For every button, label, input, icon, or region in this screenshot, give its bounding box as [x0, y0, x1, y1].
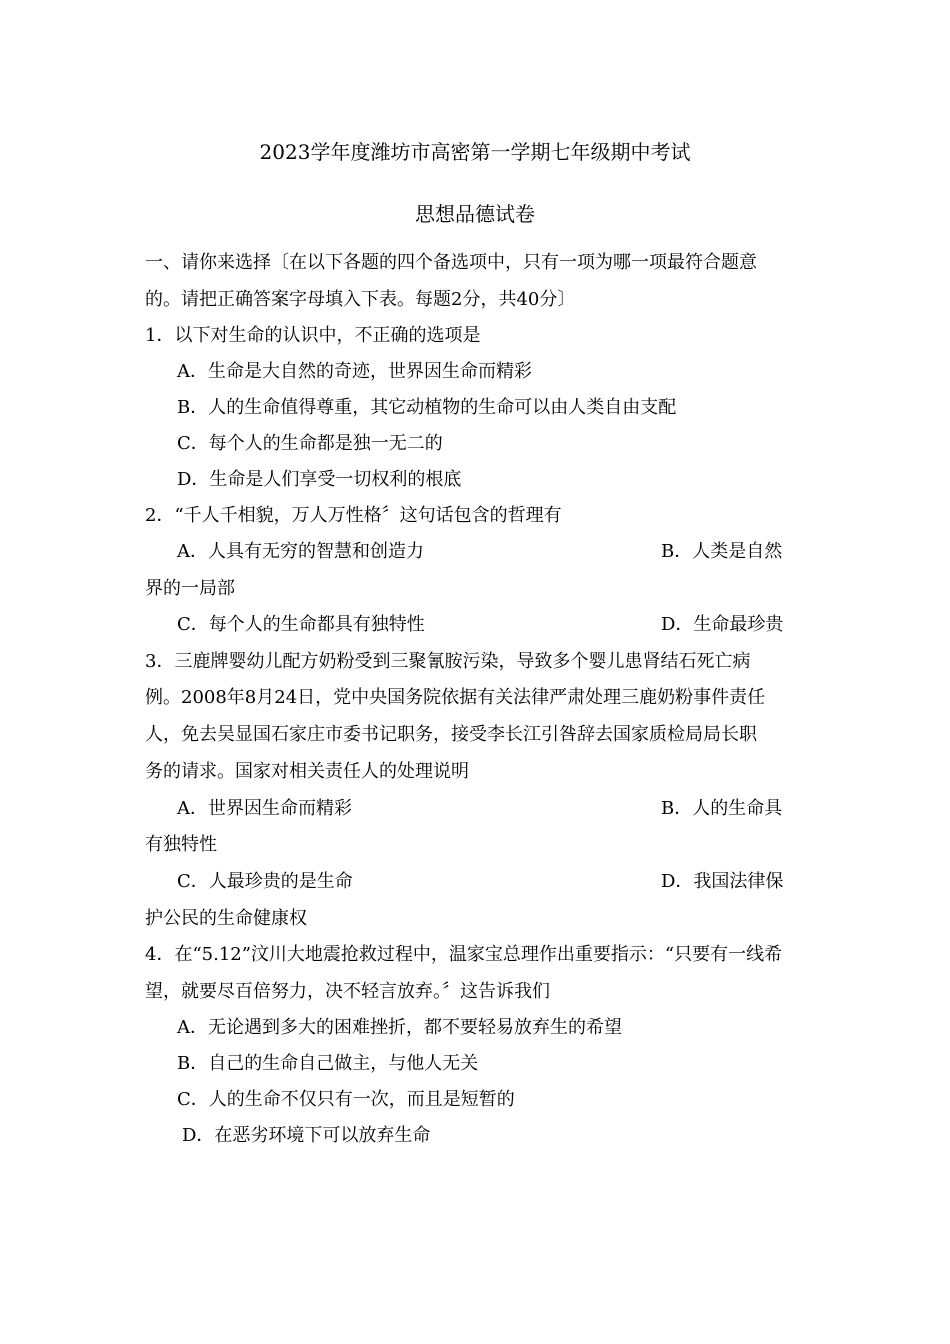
page-title: 2023学年度潍坊市高密第一学期七年级期中考试 [259, 140, 691, 164]
question-4-option-d: D．在恶劣环境下可以放弃生命 [182, 1125, 431, 1146]
section-instruction-line-2: 的。请把正确答案字母填入下表。每题2分，共40分〕 [145, 289, 576, 310]
question-3-stem-line-3: 人，免去吴显国石家庄市委书记职务，接受李长江引咎辞去国家质检局局长职 [145, 724, 757, 745]
question-3-option-a: A．世界因生命而精彩 [177, 798, 352, 819]
question-1-option-a: A．生命是大自然的奇迹，世界因生命而精彩 [177, 361, 532, 382]
question-2-option-b: B．人类是自然 [661, 541, 783, 562]
question-3-stem-line-2: 例。2008年8月24日，党中央国务院依据有关法律严肃处理三鹿奶粉事件责任 [145, 687, 766, 708]
question-3-option-d: D．我国法律保 [661, 871, 784, 892]
question-1-option-b: B．人的生命值得尊重，其它动植物的生命可以由人类自由支配 [177, 397, 677, 418]
question-4-option-c: C．人的生命不仅只有一次，而且是短暂的 [177, 1089, 515, 1110]
question-2-stem: 2．“千人千相貌，万人万性格〞这句话包含的哲理有 [145, 505, 562, 526]
page-subtitle: 思想品德试卷 [415, 202, 535, 226]
question-4-stem-line-2: 望，就要尽百倍努力，决不轻言放弃。〞这告诉我们 [145, 981, 550, 1002]
question-3-option-b-continued: 有独特性 [145, 834, 217, 855]
question-1-stem: 1．以下对生命的认识中，不正确的选项是 [145, 325, 481, 346]
question-1-option-c: C．每个人的生命都是独一无二的 [177, 433, 443, 454]
question-3-option-d-continued: 护公民的生命健康权 [145, 908, 307, 929]
question-2-option-b-continued: 界的一局部 [145, 578, 235, 599]
question-2-option-c: C．每个人的生命都具有独特性 [177, 614, 425, 635]
question-4-option-a: A．无论遇到多大的困难挫折，都不要轻易放弃生的希望 [177, 1017, 622, 1038]
question-3-option-c: C．人最珍贵的是生命 [177, 871, 353, 892]
question-3-stem-line-1: 3．三鹿牌婴幼儿配方奶粉受到三聚氰胺污染，导致多个婴儿患肾结石死亡病 [145, 651, 751, 672]
question-1-option-d: D．生命是人们享受一切权利的根底 [177, 469, 462, 490]
question-3-stem-line-4: 务的请求。国家对相关责任人的处理说明 [145, 761, 469, 782]
question-3-option-b: B．人的生命具 [661, 798, 783, 819]
question-4-stem-line-1: 4．在“5.12”汶川大地震抢救过程中，温家宝总理作出重要指示：“只要有一线希 [145, 944, 783, 965]
question-2-option-a: A．人具有无穷的智慧和创造力 [177, 541, 424, 562]
section-instruction-line-1: 一、请你来选择〔在以下各题的四个备选项中，只有一项为哪一项最符合题意 [145, 252, 757, 273]
question-2-option-d: D．生命最珍贵 [661, 614, 784, 635]
question-4-option-b: B．自己的生命自己做主，与他人无关 [177, 1053, 479, 1074]
